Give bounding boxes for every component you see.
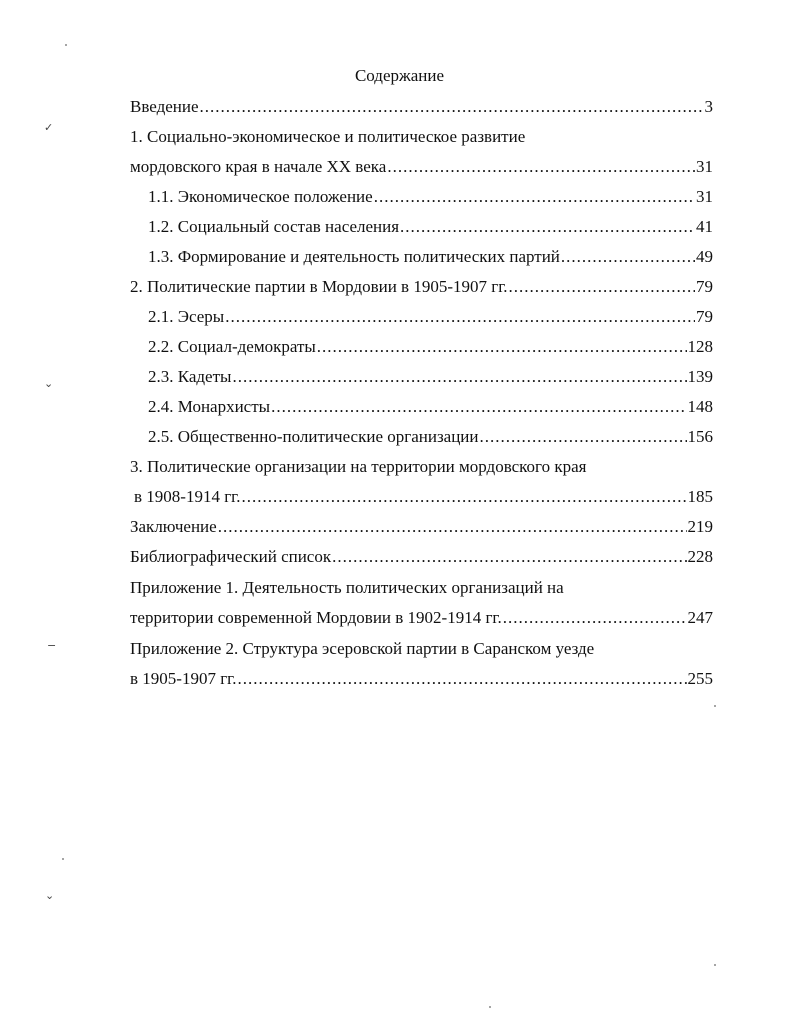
toc-entry-label: 1.3. Формирование и деятельность политических партий xyxy=(148,247,560,266)
scan-mark-icon: ✓ xyxy=(44,121,54,134)
toc-entry-page: 219 xyxy=(687,517,713,536)
toc-leader-dots xyxy=(232,366,686,388)
toc-entry-conclusion xyxy=(130,516,713,538)
toc-entry-section-2-2 xyxy=(148,336,713,358)
toc-entry-label: мордовского края в начале XX века xyxy=(130,157,387,176)
toc-entry-label: Введение xyxy=(130,97,199,116)
toc-entry-chapter-3-line-2 xyxy=(134,486,713,508)
toc-entry-page: 79 xyxy=(696,307,713,326)
toc-entry-chapter-1-line-1 xyxy=(130,126,713,148)
toc-leader-dots xyxy=(317,336,687,358)
toc-leader-dots xyxy=(241,486,686,508)
toc-leader-dots xyxy=(237,668,686,690)
scan-dust-dot xyxy=(489,1006,491,1008)
toc-entry-label: в 1908-1914 гг. xyxy=(134,487,241,506)
toc-leader-dots xyxy=(561,246,695,268)
toc-entry-label: Приложение 1. Деятельность политических организаций на xyxy=(130,578,564,597)
toc-entry-page: 148 xyxy=(687,397,713,416)
toc-entry-label: 2.1. Эсеры xyxy=(148,307,225,326)
toc-entry-appendix-1-line-2 xyxy=(130,607,713,629)
toc-leader-dots xyxy=(271,396,686,418)
toc-entry-page: 247 xyxy=(687,608,713,627)
toc-leader-dots xyxy=(503,607,687,629)
toc-entry-label: территории современной Мордовии в 1902-1914 гг. xyxy=(130,608,502,627)
toc-entry-label: Заключение xyxy=(130,517,217,536)
toc-entry-page: 31 xyxy=(696,187,713,206)
toc-entry-bibliography xyxy=(130,546,713,568)
toc-entry-page: 255 xyxy=(687,669,713,688)
toc-entry-label: в 1905-1907 гг. xyxy=(130,669,237,688)
toc-entry-page: 79 xyxy=(696,277,713,296)
scan-mark-icon: − xyxy=(47,639,57,652)
toc-entry-page: 49 xyxy=(696,247,713,266)
toc-entry-appendix-1-line-1 xyxy=(130,577,713,599)
toc-entry-appendix-2-line-1 xyxy=(130,638,713,660)
toc-entry-label: Приложение 2. Структура эсеровской партии в Саранском уезде xyxy=(130,639,595,658)
toc-entry-label: 1.1. Экономическое положение xyxy=(148,187,373,206)
toc-entry-label: 2. Политические партии в Мордовии в 1905-1907 гг. xyxy=(130,277,508,296)
toc-entry-label: 2.2. Социал-демократы xyxy=(148,337,316,356)
scan-mark-icon: ⌄ xyxy=(45,889,55,902)
toc-entry-section-2-1 xyxy=(148,306,713,328)
scan-dust-dot xyxy=(65,44,67,46)
scan-dust-dot xyxy=(714,964,716,966)
toc-entry-page: 128 xyxy=(687,337,713,356)
toc-entry-section-1-1 xyxy=(148,186,713,208)
toc-entry-label: 1. Социально-экономическое и политическое развитие xyxy=(130,127,526,146)
scan-dust-dot xyxy=(714,705,716,707)
toc-entry-chapter-2 xyxy=(130,276,713,298)
toc-entry-label: 3. Политические организации на территории мордовского края xyxy=(130,457,587,476)
toc-leader-dots xyxy=(218,516,687,538)
toc-entry-section-2-5 xyxy=(148,426,713,448)
toc-entry-page: 185 xyxy=(687,487,713,506)
toc-entry-appendix-2-line-2 xyxy=(130,668,713,690)
toc-leader-dots xyxy=(332,546,686,568)
toc-leader-dots xyxy=(400,216,695,238)
toc-entry-label: 2.3. Кадеты xyxy=(148,367,232,386)
toc-entry-page: 41 xyxy=(696,217,713,236)
toc-entry-page: 3 xyxy=(704,97,713,116)
toc-leader-dots xyxy=(509,276,695,298)
toc-entry-chapter-1-line-2 xyxy=(130,156,713,178)
toc-entry-section-1-2 xyxy=(148,216,713,238)
toc-entry-page: 228 xyxy=(687,547,713,566)
toc-entry-label: 2.4. Монархисты xyxy=(148,397,271,416)
toc-entry-section-2-3 xyxy=(148,366,713,388)
toc-entry-section-2-4 xyxy=(148,396,713,418)
toc-leader-dots xyxy=(387,156,695,178)
toc-leader-dots xyxy=(480,426,687,448)
toc-entry-page: 156 xyxy=(687,427,713,446)
page-title: Содержание xyxy=(354,66,445,85)
toc-entry-page: 139 xyxy=(687,367,713,386)
toc-entry-chapter-3-line-1 xyxy=(130,456,713,478)
toc-leader-dots xyxy=(200,96,704,118)
toc-entry-introduction xyxy=(130,96,713,118)
scan-dust-dot xyxy=(62,858,64,860)
scan-mark-icon: ⌄ xyxy=(44,377,54,390)
toc-entry-label: 1.2. Социальный состав населения xyxy=(148,217,400,236)
toc-entry-label: Библиографический список xyxy=(130,547,332,566)
toc-entry-label: 2.5. Общественно-политические организации xyxy=(148,427,479,446)
toc-entry-page: 31 xyxy=(696,157,713,176)
toc-entry-section-1-3 xyxy=(148,246,713,268)
toc-leader-dots xyxy=(374,186,695,208)
toc-leader-dots xyxy=(225,306,695,328)
